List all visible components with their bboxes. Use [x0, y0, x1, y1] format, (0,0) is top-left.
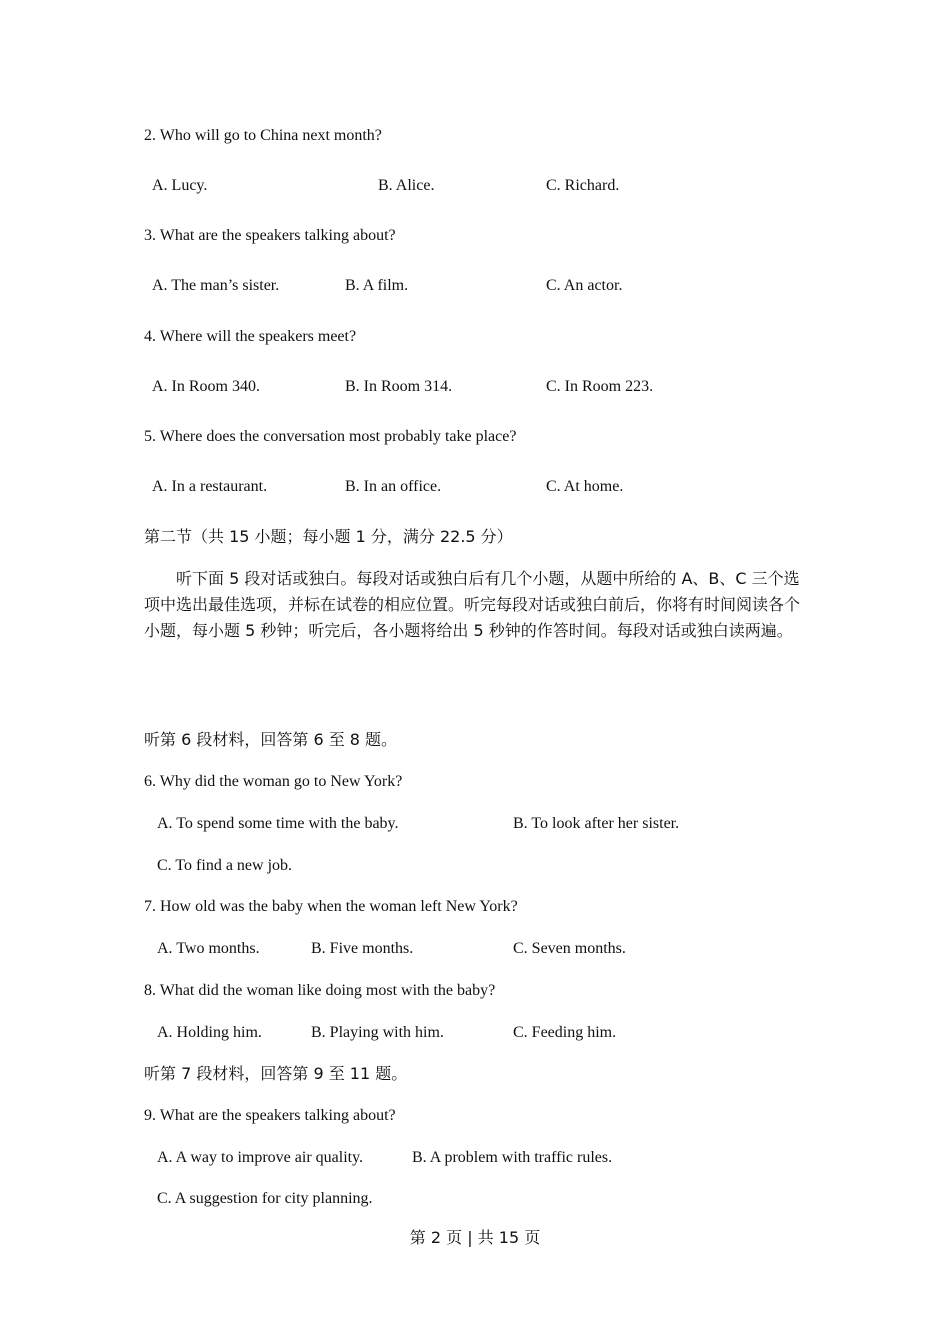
- option-a: A. To spend some time with the baby.: [157, 815, 399, 832]
- option-a: A. In Room 340.: [152, 378, 260, 395]
- option-b: B. A problem with traffic rules.: [412, 1149, 613, 1166]
- question-9: 9. What are the speakers talking about?: [144, 1107, 396, 1124]
- question-6: 6. Why did the woman go to New York?: [144, 773, 403, 790]
- option-b: B. In Room 314.: [345, 378, 453, 395]
- option-b: B. Alice.: [378, 177, 435, 194]
- option-b: B. Playing with him.: [311, 1024, 444, 1041]
- option-c: C. An actor.: [546, 277, 623, 294]
- option-a: A. A way to improve air quality.: [157, 1149, 364, 1166]
- section-title: 第二节（共 15 小题；每小题 1 分，满分 22.5 分）: [144, 527, 513, 546]
- passage-7-heading: 听第 7 段材料，回答第 9 至 11 题。: [144, 1064, 408, 1083]
- question-3: 3. What are the speakers talking about?: [144, 227, 396, 244]
- option-c: C. Seven months.: [513, 940, 626, 957]
- option-a: A. Holding him.: [157, 1024, 262, 1041]
- section-instructions: 听下面 5 段对话或独白。每段对话或独白后有几个小题，从题中所给的 A、B、C 三个选项中选出最佳选项，并标在试卷的相应位置。听完每段对话或独白前后，你将有时间阅读各个小题，每小题 5 秒钟；听完后，各小题将给出 5 秒钟的作答时间。每段对话或独白读两遍。: [144, 569, 801, 640]
- option-b: B. Five months.: [311, 940, 414, 957]
- option-b: B. A film.: [345, 277, 409, 294]
- question-2: 2. Who will go to China next month?: [144, 127, 382, 144]
- option-c: C. Feeding him.: [513, 1024, 617, 1041]
- option-c: C. Richard.: [546, 177, 620, 194]
- option-c: C. In Room 223.: [546, 378, 654, 395]
- option-a: A. Two months.: [157, 940, 260, 957]
- passage-6-heading: 听第 6 段材料，回答第 6 至 8 题。: [144, 730, 398, 749]
- option-b: B. In an office.: [345, 478, 442, 495]
- question-4: 4. Where will the speakers meet?: [144, 328, 357, 345]
- option-b: B. To look after her sister.: [513, 815, 680, 832]
- option-c: C. To find a new job.: [157, 857, 293, 874]
- option-c: C. At home.: [546, 478, 624, 495]
- question-5: 5. Where does the conversation most probably take place?: [144, 428, 517, 445]
- option-c: C. A suggestion for city planning.: [157, 1190, 373, 1207]
- option-a: A. The man’s sister.: [152, 277, 280, 294]
- question-7: 7. How old was the baby when the woman left New York?: [144, 898, 518, 915]
- page-footer: 第 2 页 | 共 15 页: [409, 1228, 541, 1247]
- option-a: A. Lucy.: [152, 177, 208, 194]
- option-a: A. In a restaurant.: [152, 478, 268, 495]
- question-8: 8. What did the woman like doing most with the baby?: [144, 982, 496, 999]
